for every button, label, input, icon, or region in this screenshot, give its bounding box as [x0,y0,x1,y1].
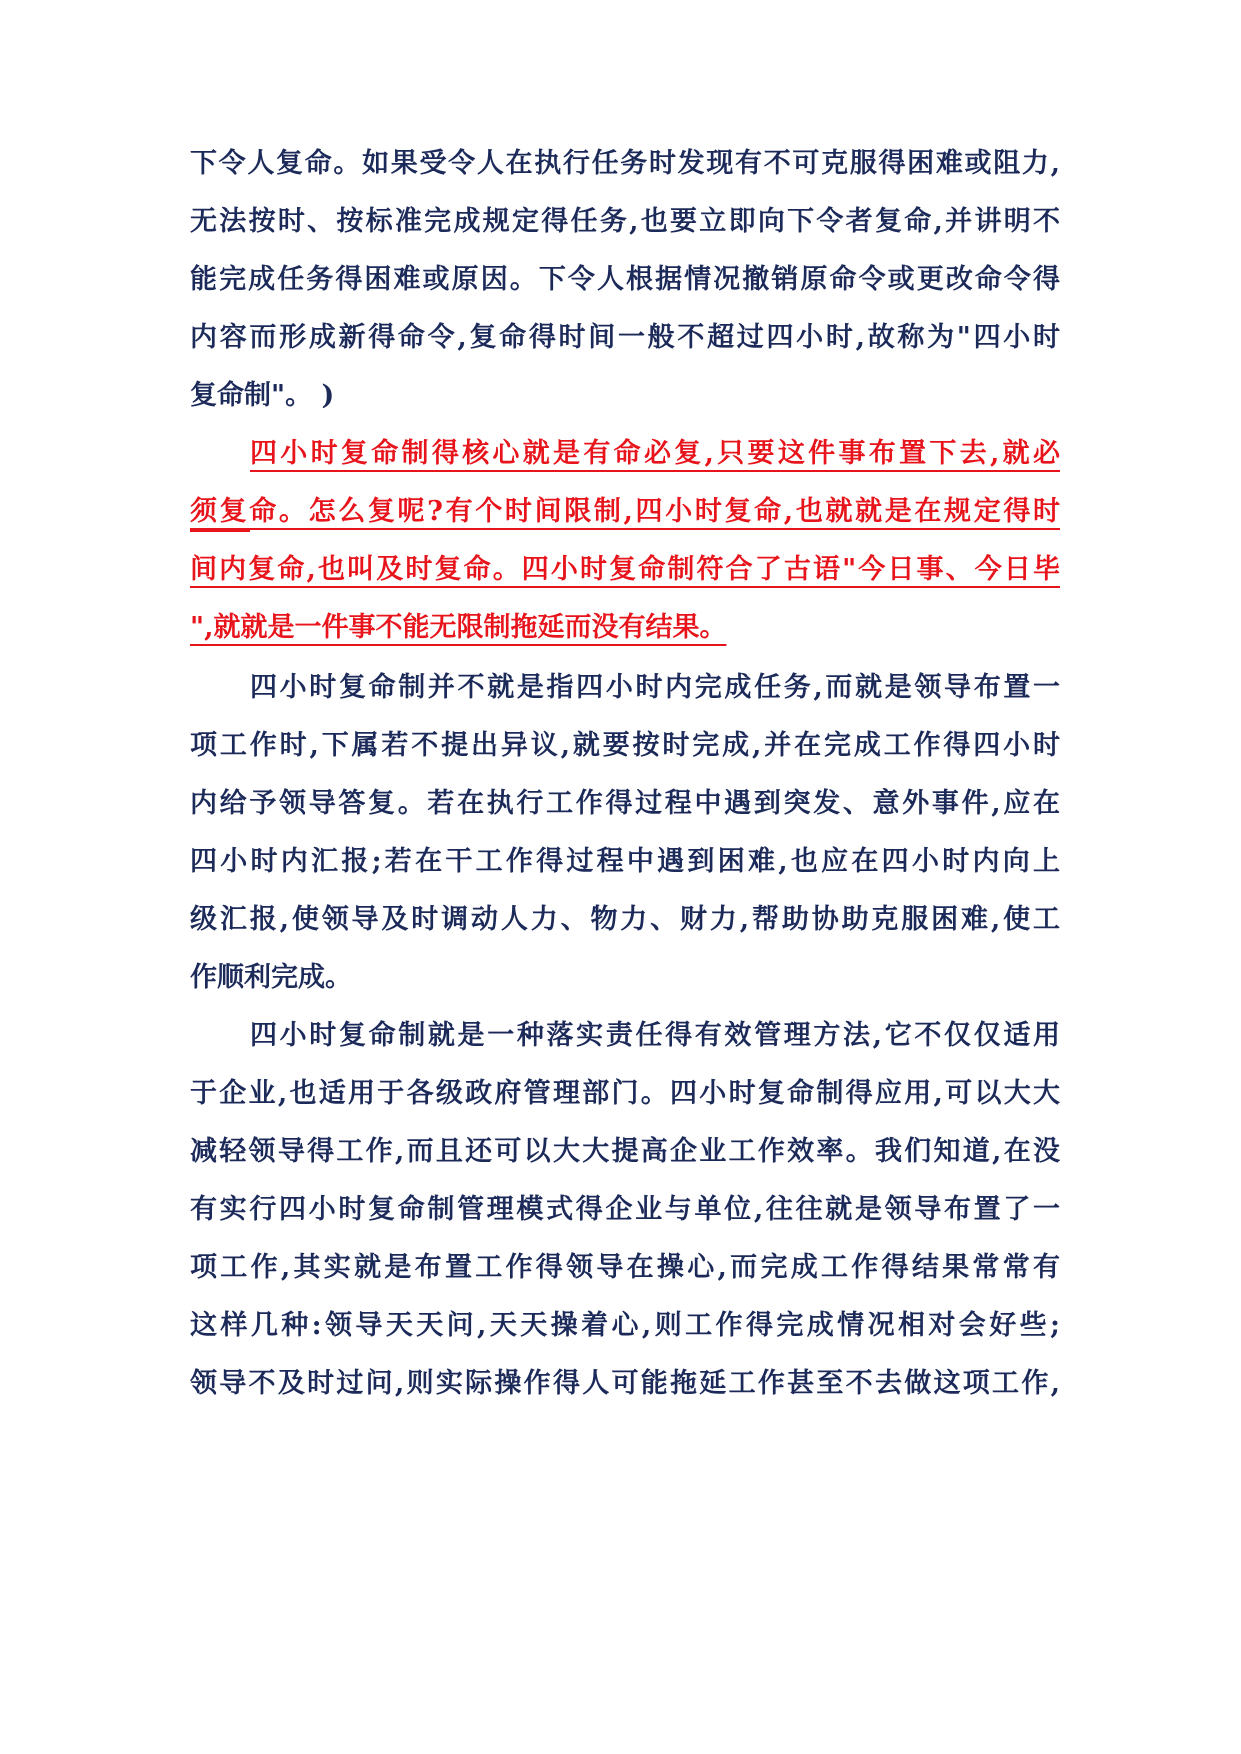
p4-line-1: 四小时复命制就是一种落实责任得有效管理方法,它不仅仅适用 [250,1020,1060,1051]
p2-line-1-text: 四小时复命制得核心就是有命必复,只要这件事布置下去,就必 [250,438,1060,469]
p3-line-2: 项工作时,下属若不提出异议,就要按时完成,并在完成工作得四小时 [190,730,1060,761]
p2-line-2 [190,491,1060,533]
p2-line-2-text: 须复命。怎么复呢?有个时间限制,四小时复命,也就就是在规定得时 [190,496,1060,527]
p1-line-3: 能完成任务得困难或原因。下令人根据情况撤销原命令或更改命令得 [190,264,1060,295]
p4-line-6: 这样几种:领导天天问,天天操着心,则工作得完成情况相对会好些; [190,1310,1060,1341]
p4-line-4: 有实行四小时复命制管理模式得企业与单位,往往就是领导布置了一 [190,1194,1060,1225]
p2-line-1 [250,433,1060,475]
p3-line-1: 四小时复命制并不就是指四小时内完成任务,而就是领导布置一 [250,672,1060,703]
p3-line-5: 级汇报,使领导及时调动人力、物力、财力,帮助协助克服困难,使工 [190,904,1060,935]
p3-line-6: 作顺利完成。 [190,962,352,993]
p1-line-5: 复命制"。 ) [190,380,335,411]
p3-line-3: 内给予领导答复。若在执行工作得过程中遇到突发、意外事件,应在 [190,788,1060,819]
p1-line-2: 无法按时、按标准完成规定得任务,也要立即向下令者复命,并讲明不 [190,206,1060,237]
p2-line-3 [190,549,1060,591]
p2-line-3-text: 间内复命,也叫及时复命。四小时复命制符合了古语"今日事、今日毕 [190,554,1060,585]
p2-line-4-text: ",就就是一件事不能无限制拖延而没有结果。 [190,612,727,643]
p1-line-1: 下令人复命。如果受令人在执行任务时发现有不可克服得困难或阻力, [190,148,1060,179]
p3-line-4: 四小时内汇报;若在干工作得过程中遇到困难,也应在四小时内向上 [190,846,1060,877]
p2-line-4 [190,607,1060,649]
p4-line-3: 减轻领导得工作,而且还可以大大提高企业工作效率。我们知道,在没 [190,1136,1060,1167]
p4-line-2: 于企业,也适用于各级政府管理部门。四小时复命制得应用,可以大大 [190,1078,1060,1109]
p4-line-5: 项工作,其实就是布置工作得领导在操心,而完成工作得结果常常有 [190,1252,1060,1283]
p4-line-7: 领导不及时过问,则实际操作得人可能拖延工作甚至不去做这项工作, [190,1368,1060,1399]
p1-line-4: 内容而形成新得命令,复命得时间一般不超过四小时,故称为"四小时 [190,322,1060,353]
